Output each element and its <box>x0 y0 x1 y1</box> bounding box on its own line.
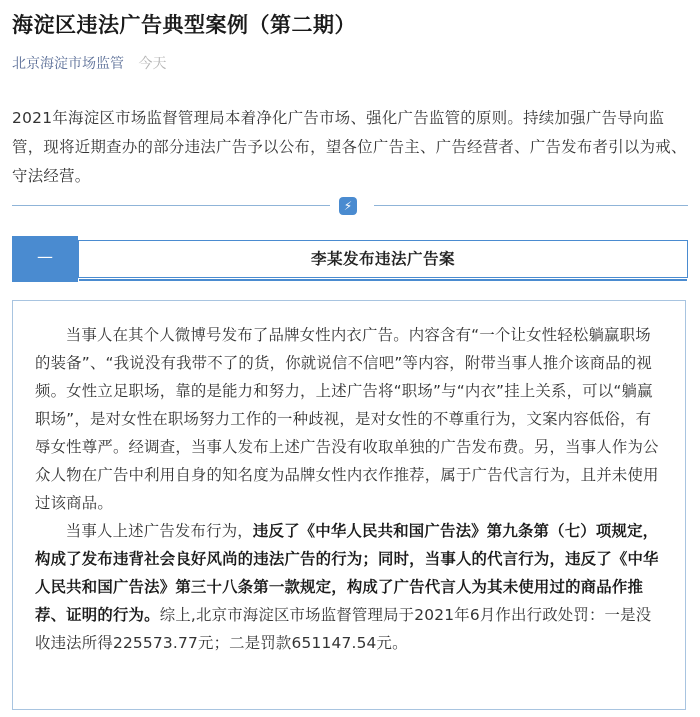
intro-paragraph: 2021年海淀区市场监督管理局本着净化广告市场、强化广告监管的原则。持续加强广告导向监管，现将近期查办的部分违法广告予以公布，望各位广告主、广告经营者、广告发布者引以为戒、守法经营。 <box>12 109 687 185</box>
case-header-tab: — <box>12 236 78 282</box>
article-meta <box>12 54 166 74</box>
case-header <box>12 236 688 282</box>
case-title: 李某发布违法广告案 <box>310 250 455 268</box>
paragraph-2-lead: 当事人上述广告发布行为， <box>65 522 253 540</box>
publish-time: 今天 <box>138 56 167 72</box>
article-title: 海淀区违法广告典型案例（第二期） <box>12 13 356 37</box>
case-content <box>12 300 686 710</box>
lightning-icon: ⚡ <box>339 197 357 215</box>
paragraph-2-violation: 违反了《中华人民共和国广告法》第九条第（七）项规定，构成了发布违背社会良好风尚的违法广告的行为；同时，当事人的代言行为，违反了《中华人民共和国广告法》第三十八条第一款规定，构成了广告代言人为其未使用过的商品作推荐、证明的行为。 <box>35 522 659 624</box>
divider-line-left <box>12 205 330 206</box>
account-name-link[interactable]: 北京海淀市场监管 <box>12 56 124 72</box>
divider-line-right <box>374 205 688 206</box>
case-paragraph-2 <box>35 517 663 657</box>
section-divider <box>12 194 688 218</box>
case-paragraph-1: 当事人在其个人微博号发布了品牌女性内衣广告。内容含有“一个让女性轻松躺赢职场的装备”、“我说没有我带不了的货，你就说信不信吧”等内容，附带当事人推介该商品的视频。女性立足职场，靠的是能力和努力，上述广告将“职场”与“内衣”挂上关系，可以“躺赢职场”，是对女性在职场努力工作的一种歧视，是对女性的不尊重行为，文案内容低俗，有辱女性尊严。经调查，当事人发布上述广告没有收取单独的广告发布费。另，当事人作为公众人物在广告中利用自身的知名度为品牌女性内衣作推荐，属于广告代言行为，且并未使用过该商品。 <box>35 326 659 512</box>
case-header-box <box>78 240 688 278</box>
paragraph-2-penalty: 综上,北京市海淀区市场监督管理局于2021年6月作出行政处罚：一是没收违法所得225573.77元；二是罚款651147.54元。 <box>35 606 652 652</box>
